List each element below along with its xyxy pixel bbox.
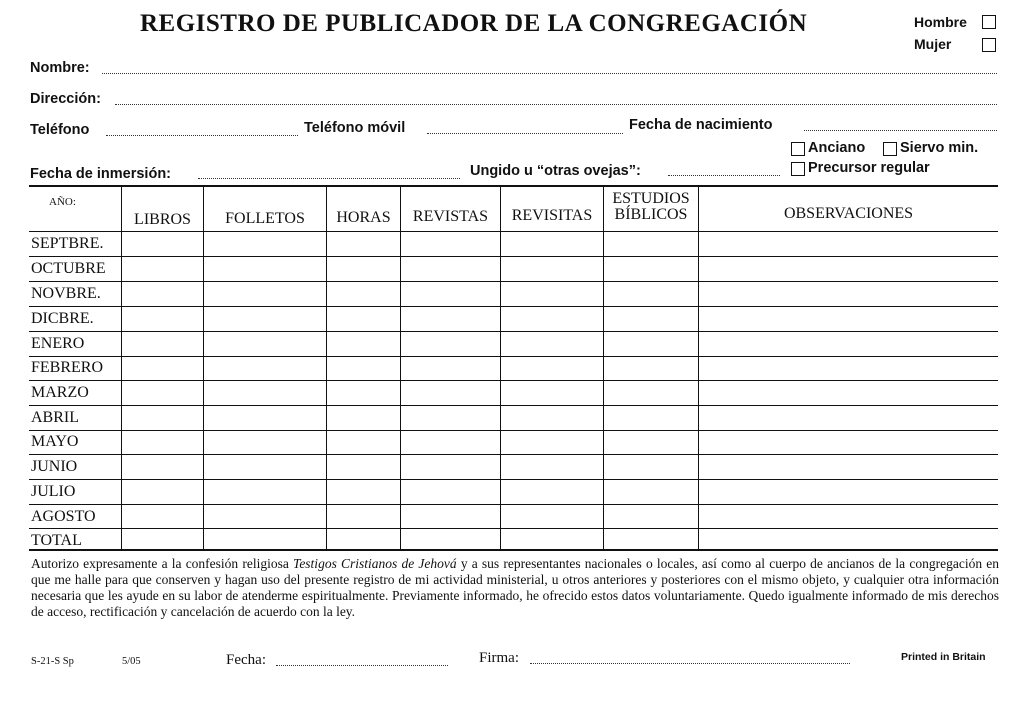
column-header-return-visits: REVISITAS <box>511 207 593 224</box>
ministerial-servant-checkbox[interactable] <box>883 142 897 156</box>
year-label: AÑO: <box>49 196 76 208</box>
month-december: DICBRE. <box>31 310 94 327</box>
table-row <box>29 256 998 257</box>
signature-label: Firma: <box>479 650 519 666</box>
table-top-border <box>29 185 998 187</box>
table-row <box>29 454 998 455</box>
table-row <box>29 356 998 357</box>
ministerial-servant-label: Siervo min. <box>900 140 979 156</box>
table-header-divider <box>29 231 998 232</box>
mobile-field[interactable] <box>427 133 623 134</box>
column-header-studies: ESTUDIOS <box>612 190 690 207</box>
elder-label: Anciano <box>808 140 866 156</box>
column-divider <box>121 186 122 550</box>
column-header-observations: OBSERVACIONES <box>783 205 914 222</box>
table-row <box>29 430 998 431</box>
table-row <box>29 306 998 307</box>
table-bottom-border <box>29 549 998 551</box>
anointed-label: Ungido u “otras ovejas”: <box>470 163 641 179</box>
name-label: Nombre: <box>30 60 90 76</box>
form-title: REGISTRO DE PUBLICADOR DE LA CONGREGACIÓN <box>140 10 808 37</box>
phone-field[interactable] <box>106 135 298 136</box>
column-header-bible: BÍBLICOS <box>614 206 688 223</box>
address-field[interactable] <box>115 104 997 105</box>
immersion-date-label: Fecha de inmersión: <box>30 166 172 182</box>
name-field[interactable] <box>102 73 997 74</box>
row-total: TOTAL <box>31 532 82 549</box>
month-april: ABRIL <box>31 409 79 426</box>
birth-date-field[interactable] <box>804 130 997 131</box>
form-code: S-21-S Sp <box>31 656 74 667</box>
month-october: OCTUBRE <box>31 260 106 277</box>
consent-text-rest: y a sus representantes nacionales o locales, así como al cuerpo de ancianos de la congregación en que me halle para que conserven y hagan uso del presente registro de mi actividad ministerial, u otros anteriores y posteriores con el mismo objeto, y cualquier otra información necesaria que les ayude en su labor de atenderme espiritualmente. Previamente informado, he ofrecido estos datos voluntariamente. Quedo igualmente informado de mis derechos de acceso, rectificación y cancelación de acuerdo con la ley. <box>31 556 999 619</box>
month-september: SEPTBRE. <box>31 235 104 252</box>
month-march: MARZO <box>31 384 89 401</box>
column-divider <box>603 186 604 550</box>
organization-name: Testigos Cristianos de Jehová <box>293 556 457 571</box>
form-revision-date: 5/05 <box>122 656 141 667</box>
column-divider <box>400 186 401 550</box>
month-february: FEBRERO <box>31 359 104 376</box>
month-august: AGOSTO <box>31 508 96 525</box>
gender-male-label: Hombre <box>914 14 967 30</box>
gender-female-checkbox[interactable] <box>982 38 996 52</box>
date-field[interactable] <box>276 665 448 666</box>
column-divider <box>203 186 204 550</box>
table-row <box>29 281 998 282</box>
month-june: JUNIO <box>31 458 78 475</box>
gender-male-checkbox[interactable] <box>982 15 996 29</box>
gender-female-label: Mujer <box>914 36 952 52</box>
birth-date-label: Fecha de nacimiento <box>629 117 773 133</box>
column-header-magazines: REVISTAS <box>412 208 489 225</box>
phone-label: Teléfono <box>30 122 90 138</box>
column-header-books: LIBROS <box>134 211 191 228</box>
table-row <box>29 405 998 406</box>
regular-pioneer-label: Precursor regular <box>808 160 930 176</box>
column-divider <box>698 186 699 550</box>
table-row <box>29 380 998 381</box>
address-label: Dirección: <box>30 91 101 107</box>
column-divider <box>500 186 501 550</box>
column-divider <box>326 186 327 550</box>
immersion-date-field[interactable] <box>198 178 460 179</box>
mobile-label: Teléfono móvil <box>304 120 406 136</box>
column-header-hours: HORAS <box>336 209 391 226</box>
anointed-field[interactable] <box>668 175 780 176</box>
table-row <box>29 479 998 480</box>
table-row <box>29 331 998 332</box>
consent-paragraph <box>31 556 999 620</box>
signature-field[interactable] <box>530 663 850 664</box>
column-header-brochures: FOLLETOS <box>225 210 305 227</box>
month-november: NOVBRE. <box>31 285 101 302</box>
month-january: ENERO <box>31 335 85 352</box>
month-july: JULIO <box>31 483 76 500</box>
consent-text-start: Autorizo expresamente a la confesión religiosa <box>31 556 294 571</box>
printed-in-britain: Printed in Britain <box>901 651 986 663</box>
regular-pioneer-checkbox[interactable] <box>791 162 805 176</box>
table-row <box>29 504 998 505</box>
table-row <box>29 528 998 529</box>
month-may: MAYO <box>31 433 79 450</box>
date-label: Fecha: <box>226 652 266 668</box>
elder-checkbox[interactable] <box>791 142 805 156</box>
